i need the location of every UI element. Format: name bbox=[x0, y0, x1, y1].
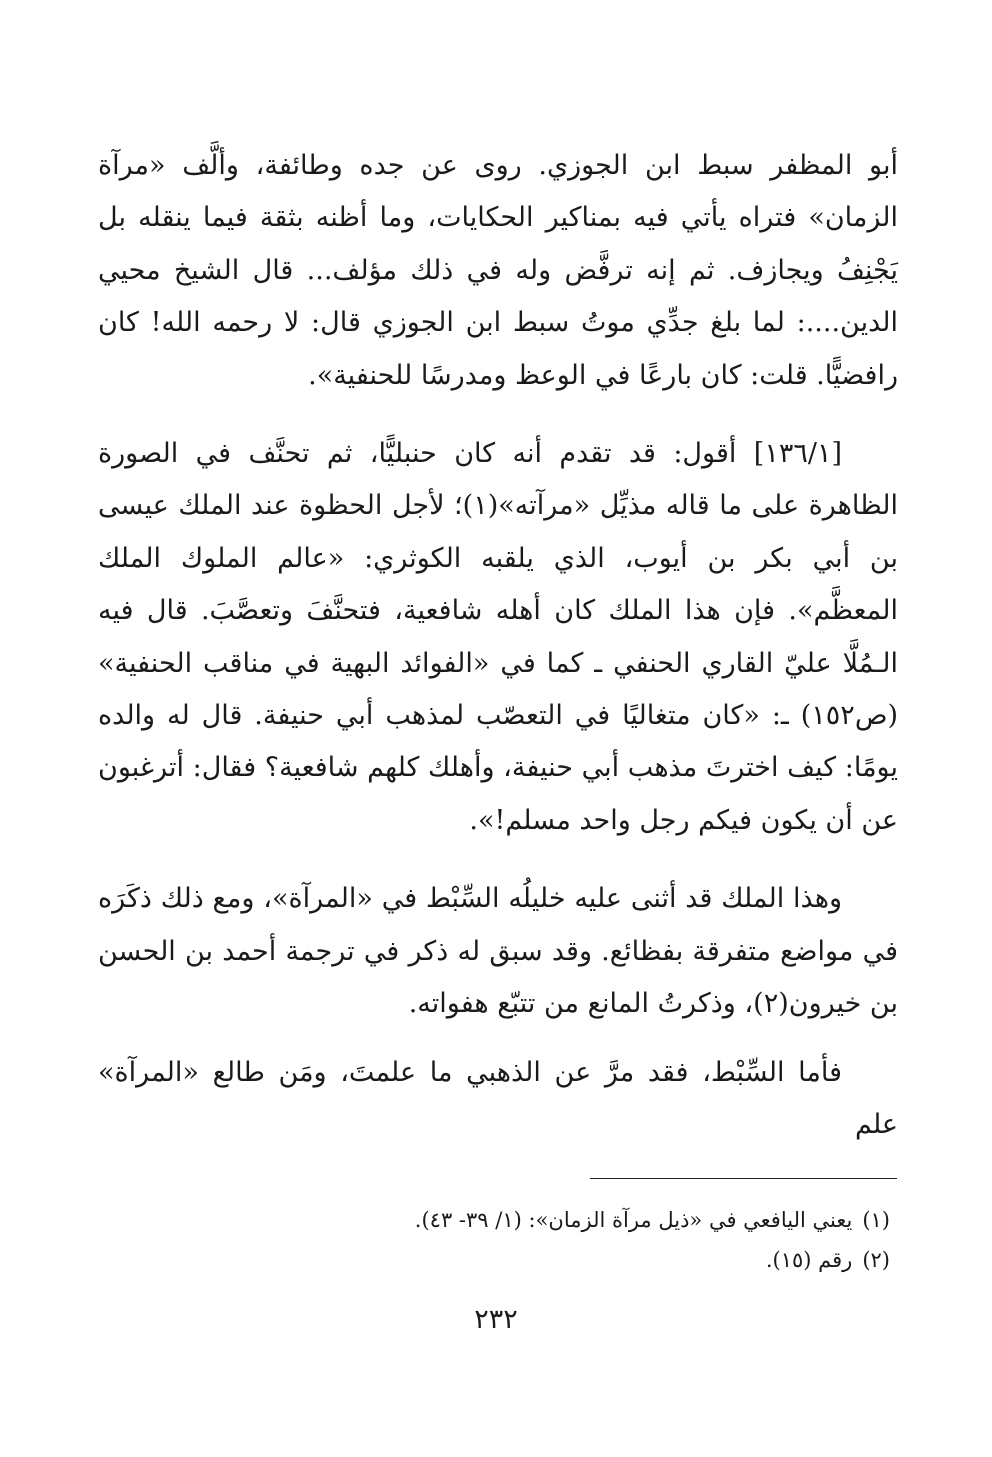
footnote-text: رقم (١٥). bbox=[765, 1248, 853, 1272]
footnote-1 bbox=[390, 1200, 890, 1240]
paragraph-4-text: فأما السِّبْط، فقد مرَّ عن الذهبي ما علمتَ، ومَن طالع «المرآة» علم bbox=[98, 1056, 898, 1140]
paragraph-2-text: [١٣٦/١] أقول: قد تقدم أنه كان حنبليًّا، ثم تحنَّف في الصورة الظاهرة على ما قاله مذيِّل «مرآته»(١)؛ لأجل الحظوة عند الملك عيسى بن أبي بكر بن أيوب، الذي يلقبه الكوثري: «عالم الملوك الملك المعظَّم». فإن هذا الملك كان أهله شافعية، فتحنَّفَ وتعصَّبَ. قال فيه الـمُلَّا عليّ القاري الحنفي ـ كما في «الفوائد البهية في مناقب الحنفية» (ص١٥٢) ـ: «كان متغاليًا في التعصّب لمذهب أبي حنيفة. قال له والده يومًا: كيف اخترتَ مذهب أبي حنيفة، وأهلك كلهم شافعية؟ فقال: أترغبون عن أن يكون فيكم رجل واحد مسلم!». bbox=[98, 438, 898, 836]
paragraph-4 bbox=[98, 1047, 898, 1152]
page-number: ٢٣٢ bbox=[474, 1304, 518, 1335]
paragraph-1: أبو المظفر سبط ابن الجوزي. روى عن جده وطائفة، وألَّف «مرآة الزمان» فتراه يأتي فيه بمناكير الحكايات، وما أظنه بثقة فيما ينقله بل يَجْنِفُ ويجازف. ثم إنه ترفَّض وله في ذلك مؤلف... قال الشيخ محيي الدين....: لما بلغ جدِّي موتُ سبط ابن الجوزي قال: لا رحمه الله! كان رافضيًّا. قلت: كان بارعًا في الوعظ ومدرسًا للحنفية». bbox=[98, 150, 898, 391]
paragraph-2 bbox=[98, 428, 898, 847]
book-page-text bbox=[98, 140, 898, 1151]
footnote-number: (٢) bbox=[862, 1248, 890, 1272]
footnote-divider bbox=[590, 1178, 897, 1179]
footnotes bbox=[390, 1200, 890, 1280]
footnote-number: (١) bbox=[862, 1208, 890, 1232]
paragraph-3-text: وهذا الملك قد أثنى عليه خليلُه السِّبْط في «المرآة»، ومع ذلك ذكَرَه في مواضع متفرقة بفظائع. وقد سبق له ذكر في ترجمة أحمد بن الحسن بن خيرون(٢)، وذكرتُ المانع من تتبّع هفواته. bbox=[98, 883, 898, 1020]
paragraph-3 bbox=[98, 873, 898, 1030]
footnote-2 bbox=[390, 1240, 890, 1280]
footnote-text: يعني اليافعي في «ذيل مرآة الزمان»: (١/ ٣٩- ٤٣). bbox=[414, 1208, 853, 1232]
